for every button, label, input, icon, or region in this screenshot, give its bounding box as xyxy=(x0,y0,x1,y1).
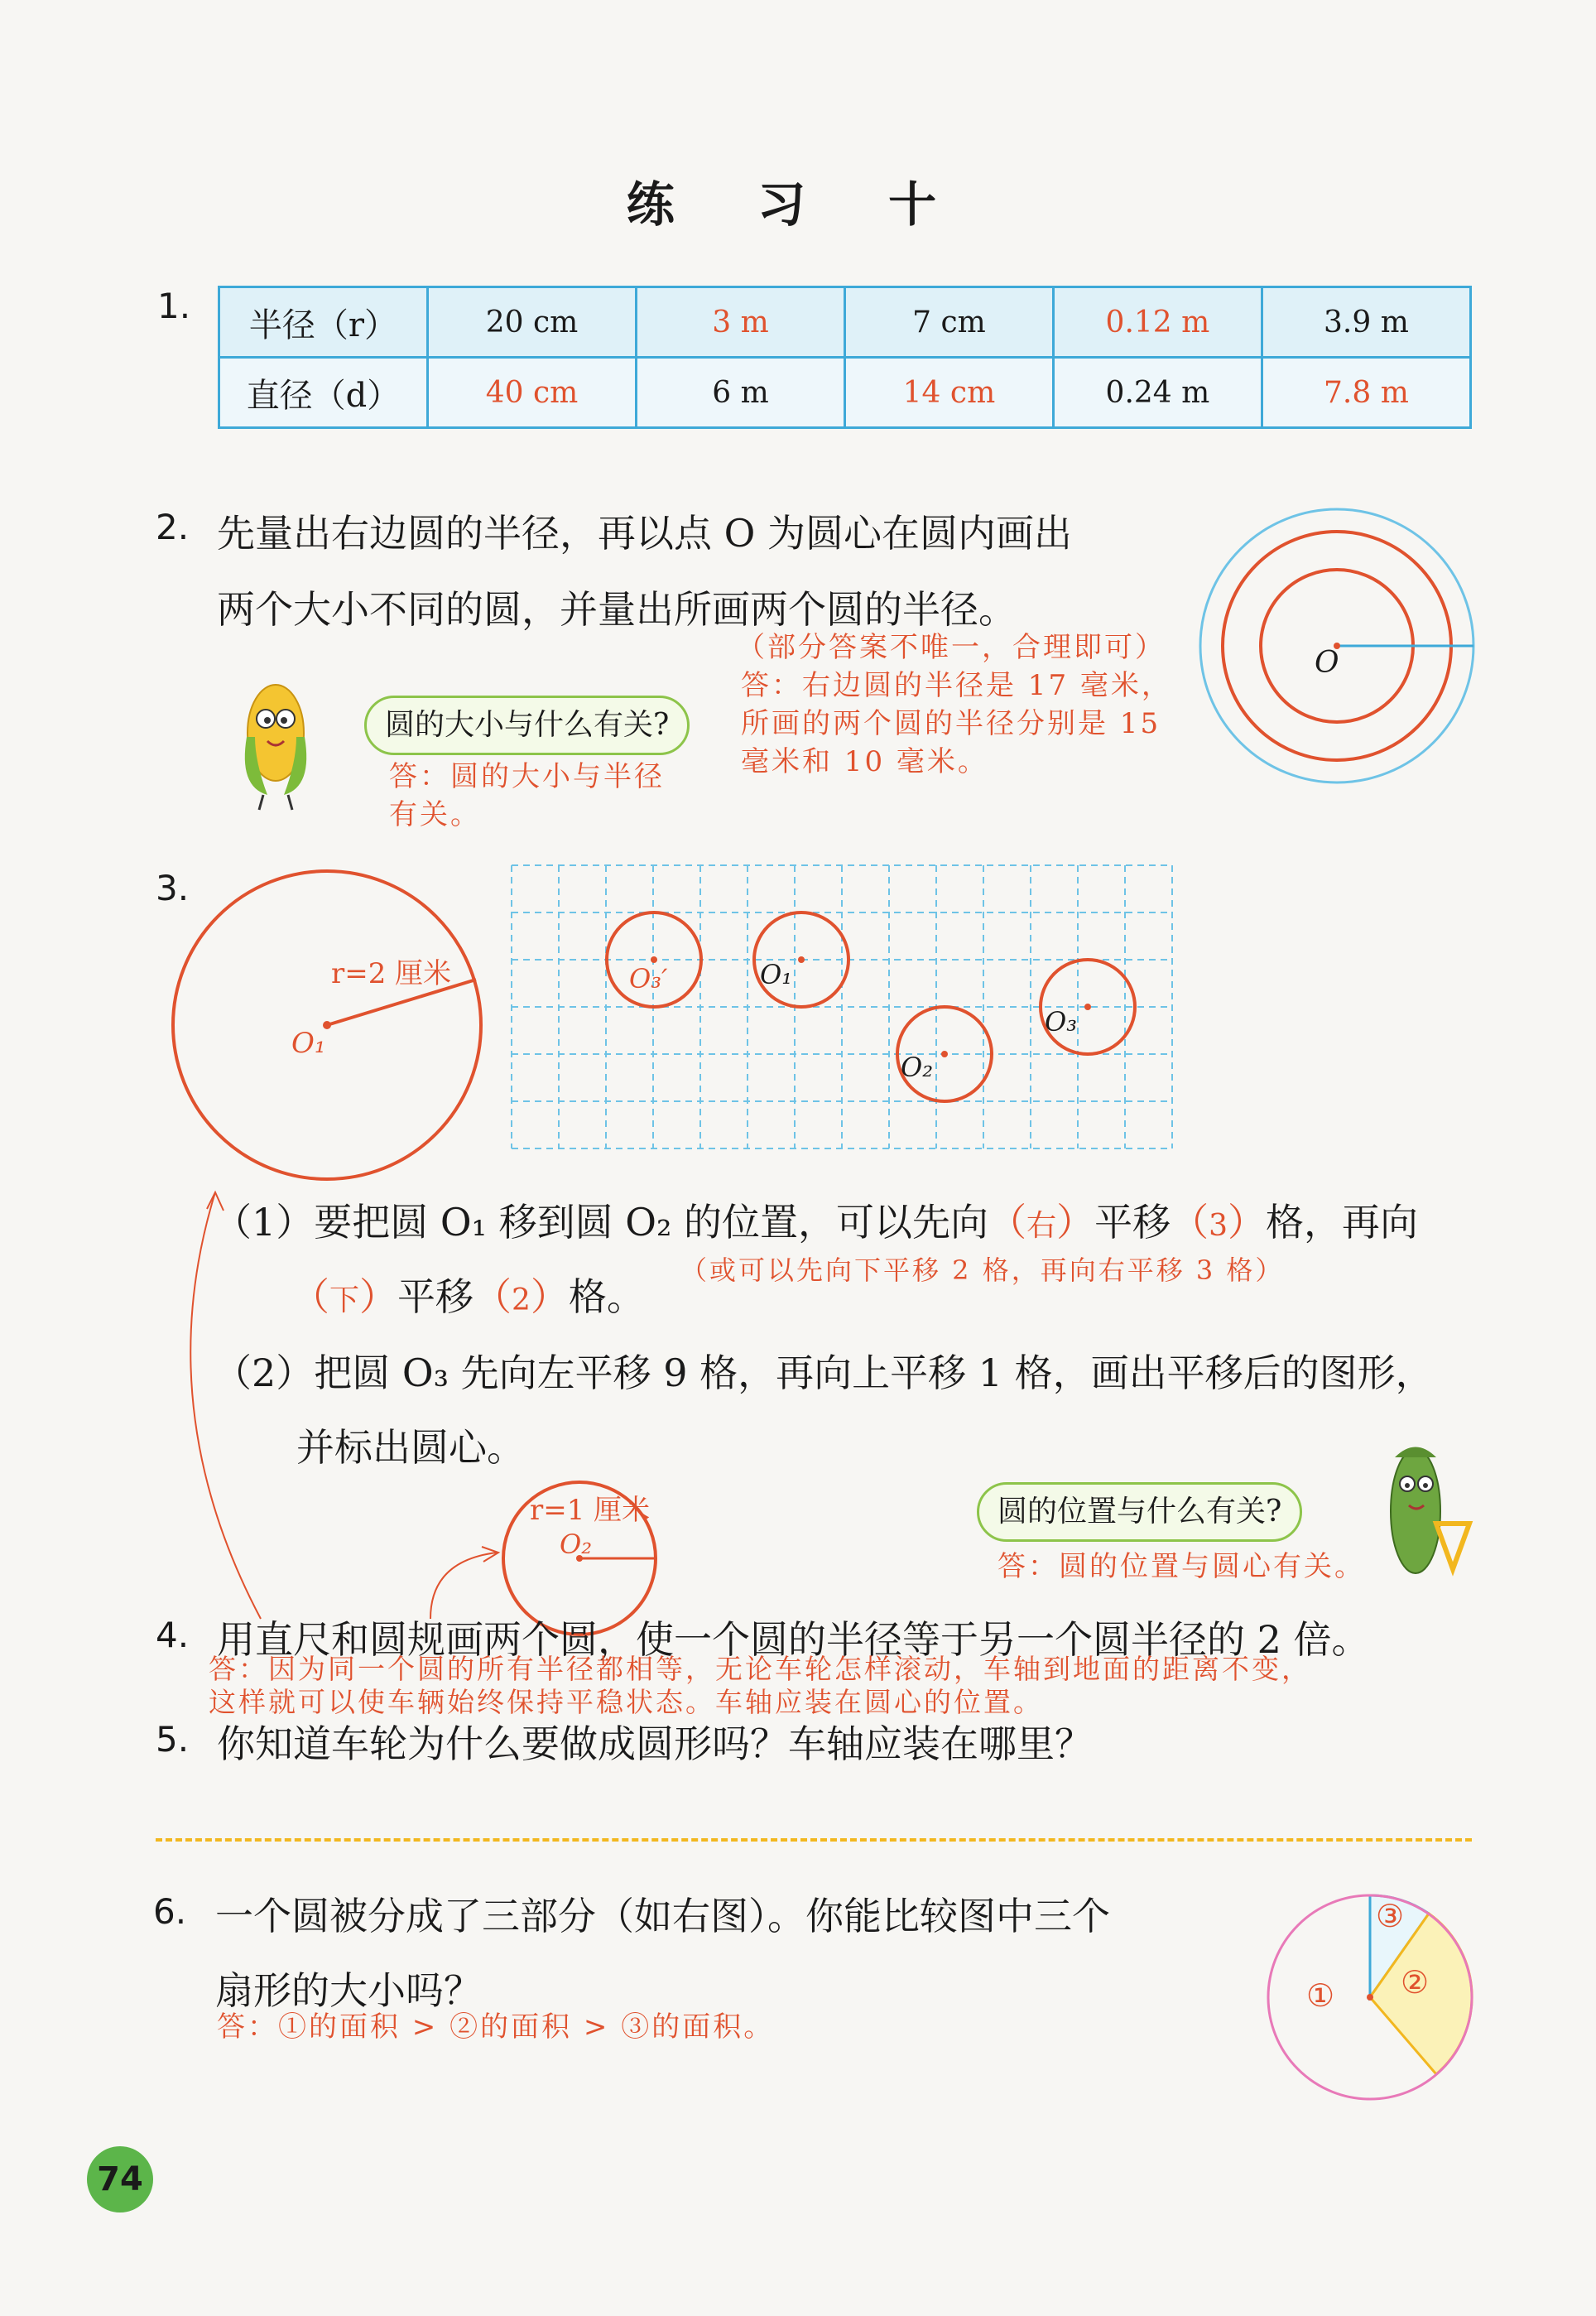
answer-blank-open: （ xyxy=(988,1200,1027,1245)
q2-answer-line2: 所画的两个圆的半径分别是 15 xyxy=(741,707,1161,740)
grid-label-o3-prime: O₃′ xyxy=(629,963,668,994)
q3-big-radius-label: r=2 厘米 xyxy=(331,957,452,990)
grid-label-o3: O₃ xyxy=(1045,1006,1078,1038)
table-row xyxy=(219,358,1471,428)
answer-direction-down: 下 xyxy=(329,1283,360,1317)
table-cell-answer: 14 cm xyxy=(844,358,1053,428)
q5-answer-line2: 这样就可以使车辆始终保持平稳状态。车轴应装在圆心的位置。 xyxy=(209,1686,1043,1718)
circle-center-dot xyxy=(651,956,657,963)
sector-label-1: ① xyxy=(1306,1977,1335,2014)
table-cell: 3.9 m xyxy=(1262,287,1470,358)
answer-blank-close: ） xyxy=(1056,1200,1095,1245)
answer-blank-close: ） xyxy=(1227,1200,1266,1245)
sector-label-3: ③ xyxy=(1376,1898,1405,1934)
q2-number: 2. xyxy=(156,507,190,547)
q3-big-circle xyxy=(170,874,493,1197)
q5-answer-line1: 答：因为同一个圆的所有半径都相等，无论车轮怎样滚动，车轴到地面的距离不变， xyxy=(209,1653,1311,1685)
answer-direction-right: 右 xyxy=(1026,1209,1057,1243)
circle-center-dot xyxy=(1084,1004,1091,1010)
q3-speech-bubble: 圆的位置与什么有关? xyxy=(977,1482,1302,1542)
q5-text: 你知道车轮为什么要做成圆形吗？车轴应装在哪里？ xyxy=(217,1721,1093,1766)
q3-part1-note: （或可以先向下平移 2 格，再向右平移 3 格） xyxy=(680,1254,1285,1286)
table-row xyxy=(219,287,1471,358)
cucumber-mascot-icon xyxy=(1358,1432,1473,1582)
table-cell: 0.24 m xyxy=(1053,358,1262,428)
answer-blank-open: （ xyxy=(474,1274,512,1319)
q3-small-center-label: O₂ xyxy=(560,1529,593,1560)
answer-blank-open: （ xyxy=(291,1274,329,1319)
q3-big-center-label: O₁ xyxy=(291,1027,326,1060)
q1-number: 1. xyxy=(157,286,191,326)
answer-steps-2: 2 xyxy=(512,1283,531,1317)
table-cell: 20 cm xyxy=(427,287,636,358)
row-header-radius: 半径（r） xyxy=(219,287,428,358)
q4-number: 4. xyxy=(156,1615,190,1655)
corn-mascot-icon xyxy=(230,671,321,811)
q5-number: 5. xyxy=(156,1719,190,1760)
q3-part1-text-b: 平移 xyxy=(1094,1200,1171,1245)
q6-text-line2: 扇形的大小吗？ xyxy=(215,1968,482,2013)
q3-part1-text-e: 格。 xyxy=(568,1274,645,1319)
q6-number: 6. xyxy=(153,1891,187,1932)
q2-text-line1: 先量出右边圆的半径，再以点 O 为圆心在圆内画出 xyxy=(217,511,1072,556)
table-cell-answer: 40 cm xyxy=(427,358,636,428)
q3-bubble-answer: 答：圆的位置与圆心有关。 xyxy=(997,1550,1365,1583)
radius-diameter-table xyxy=(218,286,1472,429)
circle-center-dot xyxy=(941,1051,948,1057)
q3-part1-text-c: 格，再向 xyxy=(1265,1200,1418,1245)
q2-answer-line1: 答：右边圆的半径是 17 毫米， xyxy=(741,669,1172,702)
q6-pie-diagram xyxy=(1267,1890,1482,2105)
circle-center-dot xyxy=(798,956,805,963)
answer-steps-3: 3 xyxy=(1209,1209,1228,1243)
q6-answer: 答：①的面积 > ②的面积 > ③的面积。 xyxy=(217,2010,775,2044)
answer-blank-close: ） xyxy=(359,1274,398,1319)
q6-text-line1: 一个圆被分成了三部分（如右图）。你能比较图中三个 xyxy=(215,1894,1110,1938)
q2-answer-note: （部分答案不唯一，合理即可） xyxy=(737,631,1166,664)
q4-text: 用直尺和圆规画两个圆，使一个圆的半径等于另一个圆半径的 2 倍。 xyxy=(217,1617,1370,1662)
page-title: 练 习 十 xyxy=(626,176,970,233)
q2-center-label: O xyxy=(1315,646,1339,680)
q2-bubble-answer-line1: 答：圆的大小与半径 xyxy=(389,760,665,793)
table-cell-answer: 3 m xyxy=(636,287,844,358)
row-header-diameter: 直径（d） xyxy=(219,358,428,428)
sector-label-2: ② xyxy=(1401,1964,1430,2001)
q2-text-line2: 两个大小不同的圆，并量出所画两个圆的半径。 xyxy=(217,587,1017,632)
page-number: 74 xyxy=(87,2146,153,2212)
q3-small-radius-label: r=1 厘米 xyxy=(530,1494,651,1527)
q3-part1-text-d: 平移 xyxy=(397,1274,474,1319)
table-cell-answer: 0.12 m xyxy=(1053,287,1262,358)
answer-blank-open: （ xyxy=(1171,1200,1209,1245)
q3-part1-text-a: （1）要把圆 O₁ 移到圆 O₂ 的位置，可以先向 xyxy=(214,1200,989,1245)
section-divider xyxy=(156,1838,1472,1842)
q3-part2-line1: （2）把圆 O₃ 先向左平移 9 格，再向上平移 1 格，画出平移后的图形， xyxy=(214,1351,1434,1395)
table-cell: 6 m xyxy=(636,358,844,428)
q2-speech-bubble: 圆的大小与什么有关? xyxy=(364,696,690,755)
grid-label-o2: O₂ xyxy=(901,1052,934,1083)
table-cell-answer: 7.8 m xyxy=(1262,358,1470,428)
grid-label-o1: O₁ xyxy=(760,959,793,990)
q3-part2-line2: 并标出圆心。 xyxy=(296,1425,525,1470)
q3-grid xyxy=(512,865,1179,1147)
table-cell: 7 cm xyxy=(844,287,1053,358)
q2-bubble-answer-line2: 有关。 xyxy=(389,798,481,831)
answer-blank-close: ） xyxy=(530,1274,569,1319)
q3-arrows xyxy=(182,1159,555,1623)
q3-number: 3. xyxy=(156,868,190,908)
q2-answer-line3: 毫米和 10 毫米。 xyxy=(741,745,988,778)
